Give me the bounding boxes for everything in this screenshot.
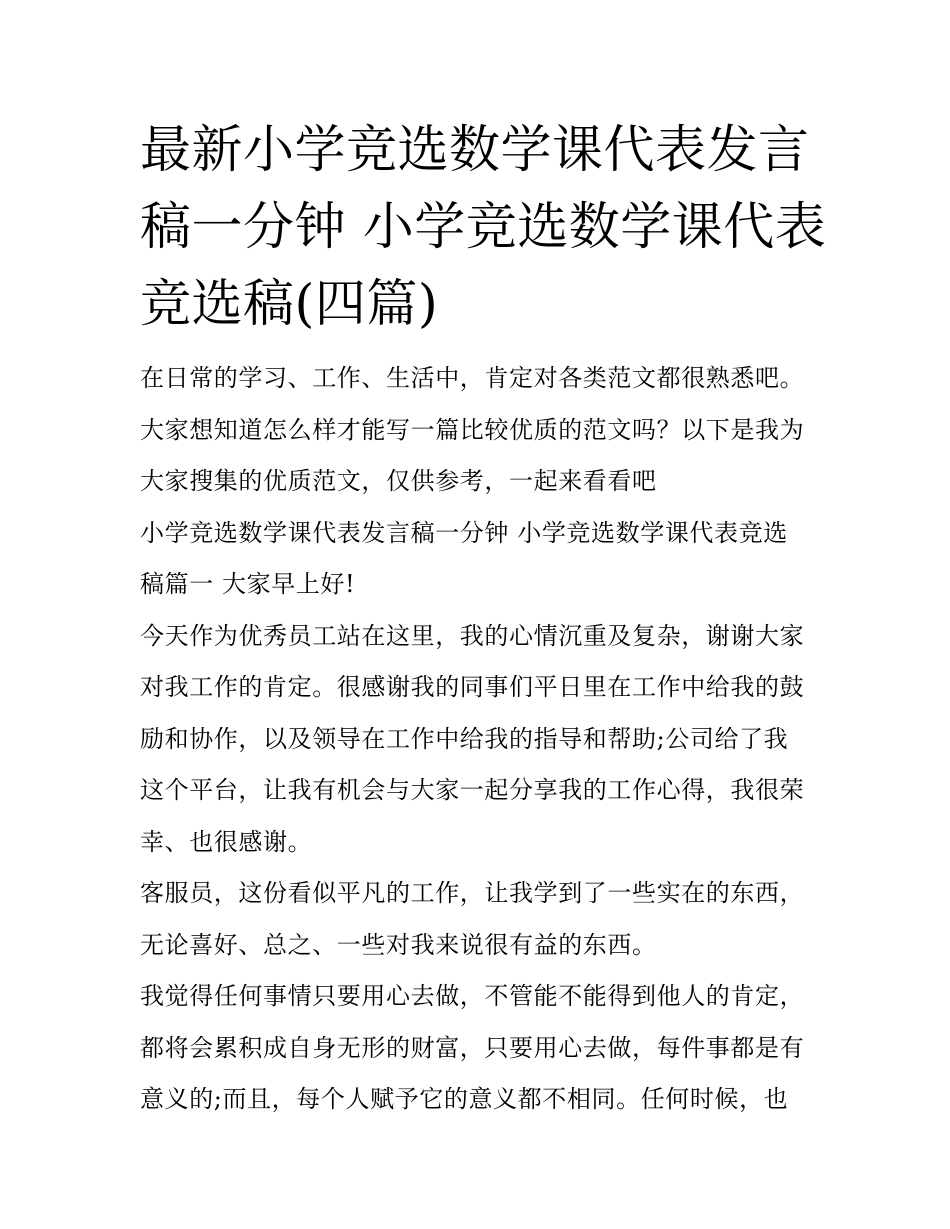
- title-line: 最新小学竞选数学课代表发言: [140, 121, 810, 180]
- paragraph-line: 我觉得任何事情只要用心去做，不管能不能得到他人的肯定，: [140, 982, 805, 1010]
- paragraph-line: 都将会累积成自身无形的财富，只要用心去做，每件事都是有: [140, 1033, 805, 1062]
- intro-line: 大家搜集的优质范文，仅供参考，一起来看看吧: [140, 467, 657, 495]
- section-heading-line: 小学竞选数学课代表发言稿一分钟 小学竞选数学课代表竞选: [140, 518, 788, 547]
- paragraph-line: 这个平台，让我有机会与大家一起分享我的工作心得，我很荣: [140, 776, 805, 804]
- paragraph-line: 对我工作的肯定。很感谢我的同事们平日里在工作中给我的鼓: [140, 673, 805, 701]
- paragraph-line: 励和协作，以及领导在工作中给我的指导和帮助;公司给了我: [140, 724, 789, 753]
- paragraph-line: 意义的;而且，每个人赋予它的意义都不相同。任何时候，也: [140, 1085, 789, 1113]
- paragraph-line: 无论喜好、总之、一些对我来说很有益的东西。: [140, 930, 657, 959]
- paragraph-line: 客服员，这份看似平凡的工作，让我学到了一些实在的东西，: [140, 879, 805, 907]
- document-body: [140, 353, 812, 1126]
- document-title: [140, 112, 827, 343]
- title-line: 竞选稿(四篇): [140, 275, 439, 334]
- paragraph-line: 幸、也很感谢。: [140, 827, 313, 856]
- section-heading-line: 稿篇一 大家早上好!: [140, 570, 356, 598]
- intro-line: 在日常的学习、工作、生活中，肯定对各类范文都很熟悉吧。: [140, 364, 805, 392]
- document-page: [140, 112, 827, 1126]
- title-line: 稿一分钟 小学竞选数学课代表: [140, 198, 827, 257]
- intro-line: 大家想知道怎么样才能写一篇比较优质的范文吗？以下是我为: [140, 415, 805, 444]
- paragraph-line: 今天作为优秀员工站在这里，我的心情沉重及复杂，谢谢大家: [140, 621, 805, 650]
